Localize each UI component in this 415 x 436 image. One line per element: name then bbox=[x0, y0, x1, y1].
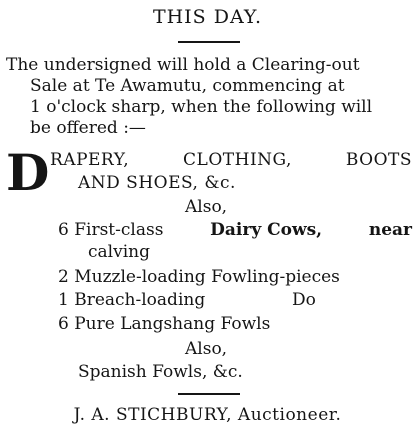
goods-line-1 bbox=[50, 150, 412, 170]
cows-near: near bbox=[368, 220, 412, 240]
footer-rule bbox=[178, 393, 240, 395]
also-1: Also, bbox=[185, 197, 228, 217]
item-langshang-fowls: 6 Pure Langshang Fowls bbox=[58, 314, 271, 334]
heading-rule bbox=[178, 41, 240, 43]
heading: THIS DAY. bbox=[152, 6, 263, 28]
item-breach-ditto: Do bbox=[292, 290, 316, 310]
spanish-fowls: Spanish Fowls, &c. bbox=[78, 362, 243, 382]
also-2: Also, bbox=[185, 339, 228, 359]
goods-word-clothing: CLOTHING, bbox=[183, 150, 292, 170]
goods-word-drapery: RAPERY, bbox=[50, 150, 130, 170]
cows-count: 6 First-class bbox=[58, 220, 164, 240]
intro-line-2: Sale at Te Awamutu, commencing at bbox=[30, 76, 345, 96]
cows-desc: Dairy Cows, bbox=[210, 220, 323, 240]
auctioneer: J. A. STICHBURY, Auctioneer. bbox=[73, 405, 342, 425]
item-muzzle-loading: 2 Muzzle-loading Fowling-pieces bbox=[58, 267, 340, 287]
intro-line-1: The undersigned will hold a Clearing-out bbox=[6, 55, 360, 75]
drop-cap: D bbox=[6, 143, 50, 202]
intro-line-4: be offered :— bbox=[30, 118, 146, 138]
item-breach-loading: 1 Breach-loading bbox=[58, 290, 206, 310]
intro-line-3: 1 o'clock sharp, when the following will bbox=[30, 97, 373, 117]
goods-word-boots: BOOTS bbox=[345, 150, 412, 170]
cows-line bbox=[58, 220, 412, 240]
cows-calving: calving bbox=[88, 242, 150, 262]
goods-line-2: AND SHOES, &c. bbox=[78, 173, 236, 193]
